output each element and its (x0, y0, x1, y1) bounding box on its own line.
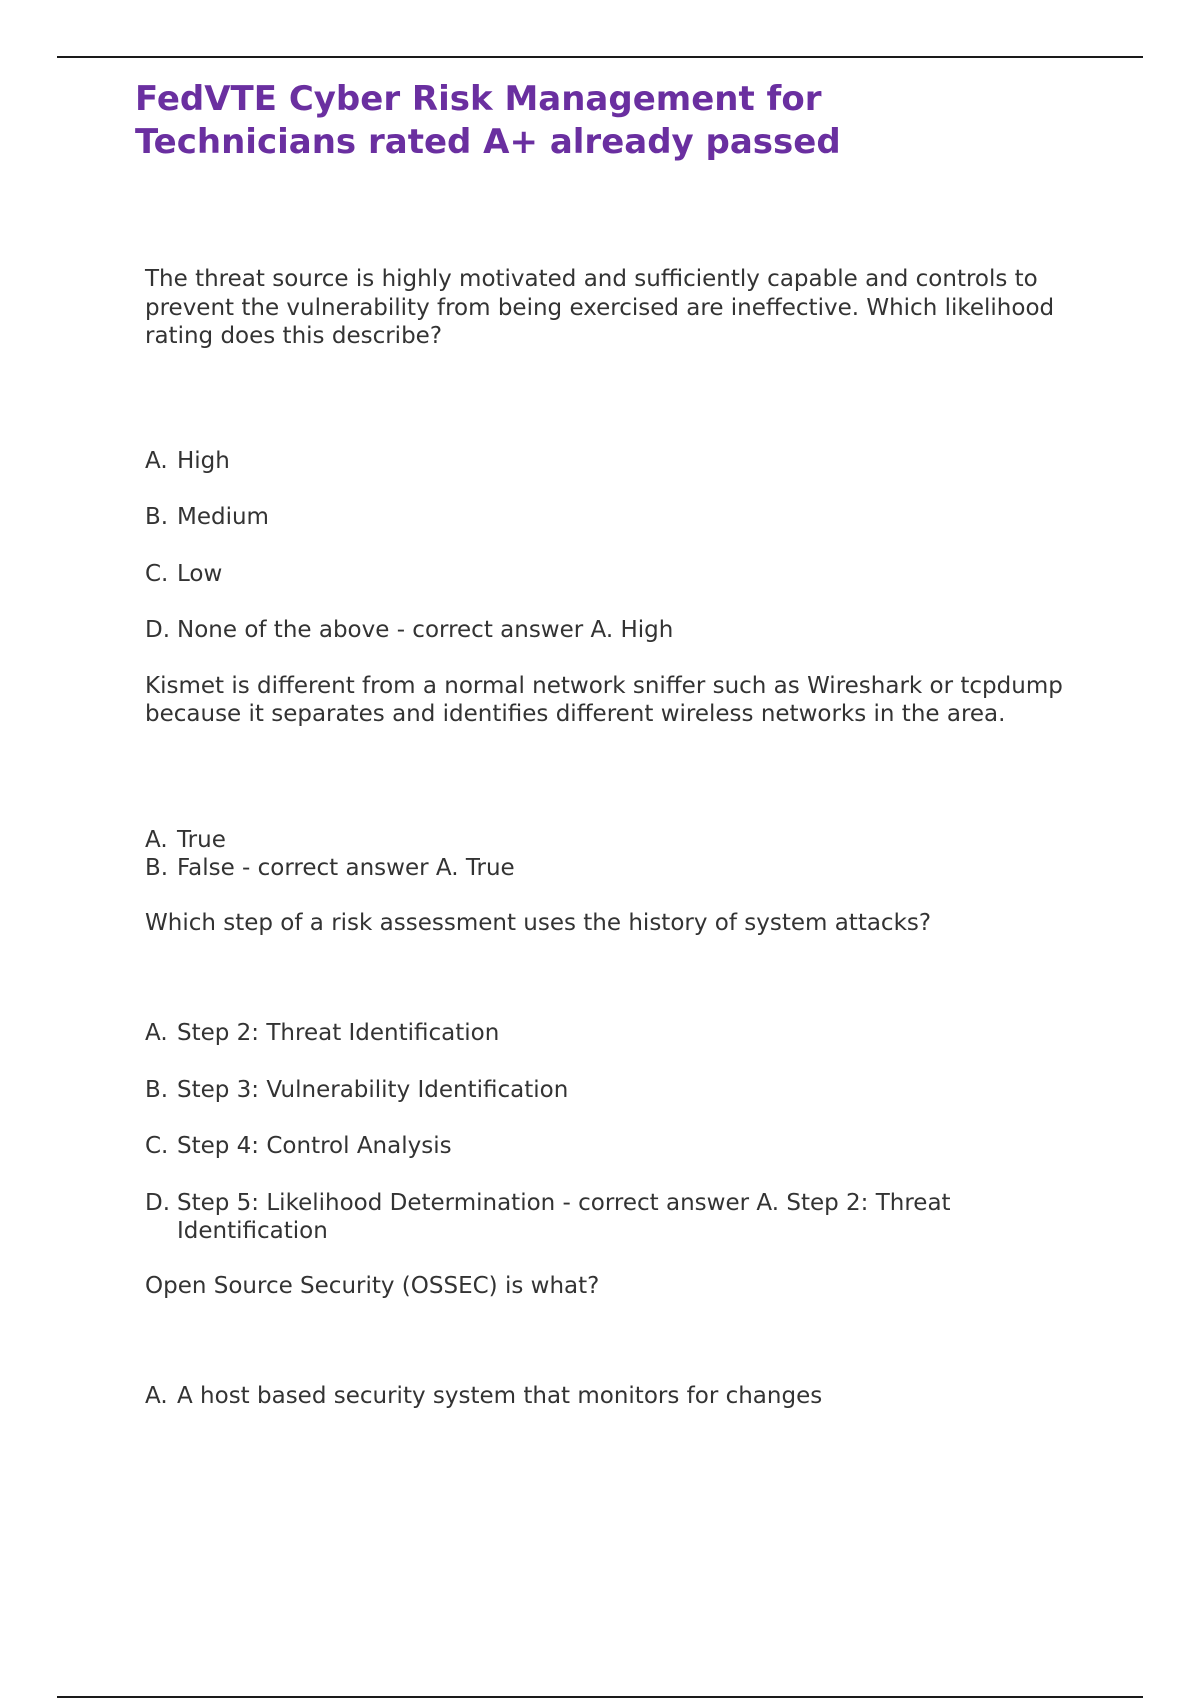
question-1: The threat source is highly motivated and sufficiently capable and controls to prevent the vulnerability from being exercised are ineffective. Which likelihood rating does this describe? (145, 266, 1055, 349)
option-letter: A. (145, 1383, 168, 1409)
option-item (145, 1132, 1065, 1161)
option-text: Step 5: Likelihood Determination - correct answer A. Step 2: Threat Identification (177, 1189, 951, 1244)
option-item (145, 1382, 1065, 1411)
option-text: Medium (177, 504, 269, 530)
question-3: Which step of a risk assessment uses the history of system attacks? (145, 909, 932, 936)
question-3-options (145, 1019, 1065, 1246)
question-4-options (145, 1382, 1065, 1411)
option-text: Step 4: Control Analysis (177, 1133, 452, 1159)
option-item (145, 826, 1065, 855)
option-item (145, 447, 1065, 476)
option-text: Step 3: Vulnerability Identification (177, 1076, 569, 1103)
option-text: None of the above - correct answer A. High (177, 617, 674, 643)
option-text: High (177, 447, 230, 474)
document-title: FedVTE Cyber Risk Management for Technicians rated A+ already passed (135, 79, 841, 162)
option-text: False - correct answer A. True (177, 855, 515, 881)
option-item (145, 1076, 1065, 1105)
top-rule (57, 56, 1143, 58)
option-text: Step 2: Threat Identification (177, 1020, 500, 1046)
option-item (145, 1019, 1065, 1048)
option-text: Low (177, 560, 223, 587)
option-text: A host based security system that monitors for changes (177, 1383, 823, 1409)
option-letter: B. (145, 504, 169, 530)
bottom-rule (57, 1696, 1143, 1698)
option-letter: C. (145, 560, 169, 587)
question-2-options (145, 826, 1065, 883)
option-letter: A. (145, 826, 168, 853)
option-letter: B. (145, 855, 169, 881)
question-1-options (145, 447, 1065, 645)
option-letter: D. (145, 617, 171, 643)
option-letter: A. (145, 447, 168, 474)
option-item (145, 616, 1065, 645)
document-body (145, 265, 1065, 1411)
question-2: Kismet is different from a normal network sniffer such as Wireshark or tcpdump because it separates and identifies different wireless networks in the area. (145, 672, 1063, 727)
option-item (145, 854, 1065, 883)
option-letter: B. (145, 1076, 169, 1103)
option-item (145, 1189, 1065, 1246)
option-item (145, 560, 1065, 589)
option-text: True (177, 826, 226, 853)
question-4: Open Source Security (OSSEC) is what? (145, 1272, 600, 1299)
option-letter: A. (145, 1020, 168, 1046)
option-item (145, 503, 1065, 532)
option-letter: C. (145, 1133, 169, 1159)
option-letter: D. (145, 1189, 171, 1216)
